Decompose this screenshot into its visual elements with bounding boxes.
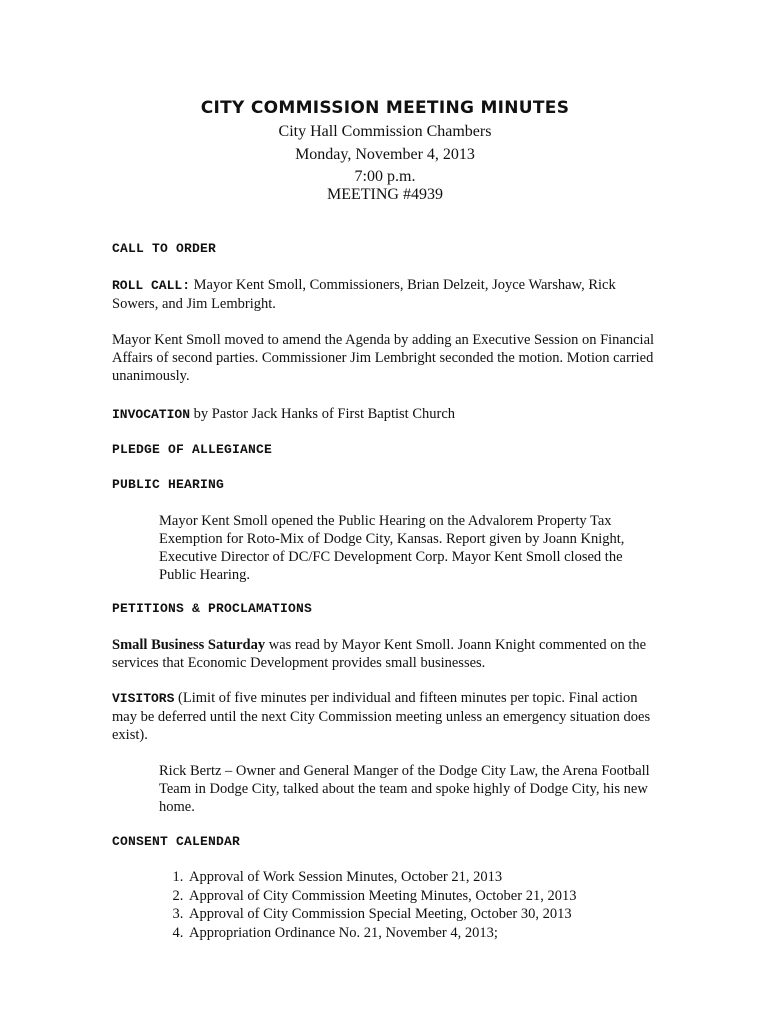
meeting-date: Monday, November 4, 2013 (295, 146, 475, 163)
small-business-saturday-lead: Small Business Saturday (112, 637, 266, 653)
petitions-heading: PETITIONS & PROCLAMATIONS (112, 601, 313, 616)
invocation-text: by Pastor Jack Hanks of First Baptist Church (190, 406, 456, 422)
pledge-heading: PLEDGE OF ALLEGIANCE (112, 442, 273, 457)
call-to-order-heading: CALL TO ORDER (112, 241, 217, 256)
consent-item: 3. Approval of City Commission Special Meeting, October 30, 2013 (187, 905, 667, 924)
public-hearing-text: Mayor Kent Smoll opened the Public Hearing on the Advalorem Property Tax Exemption for Roto-Mix of Dodge City, Kansas. Report given by Joann Knight, Executive Director of DC/FC Development Corp. Mayor Kent Smoll closed the Public Hearing. (159, 513, 625, 583)
visitor-entry: Rick Bertz – Owner and General Manger of the Dodge City Law, the Arena Football Team in Dodge City, talked about the team and spoke highly of Dodge City, his new home. (159, 763, 650, 815)
consent-item: 2. Approval of City Commission Meeting Minutes, October 21, 2013 (187, 887, 667, 906)
meeting-location: City Hall Commission Chambers (278, 123, 492, 140)
visitors-text: (Limit of five minutes per individual and fifteen minutes per topic. Final action may be deferred until the next City Commission meeting unless an emergency situation does exist). (112, 690, 651, 743)
invocation-paragraph (112, 405, 657, 424)
visitors-paragraph (112, 689, 657, 744)
roll-call-paragraph (112, 276, 657, 313)
document-title: CITY COMMISSION MEETING MINUTES (200, 98, 570, 118)
consent-calendar-heading: CONSENT CALENDAR (112, 834, 241, 849)
roll-call-heading: ROLL CALL: (112, 278, 191, 293)
public-hearing-heading: PUBLIC HEARING (112, 477, 225, 492)
meeting-time: 7:00 p.m. (354, 168, 416, 185)
petitions-paragraph (112, 636, 657, 672)
meeting-number: MEETING #4939 (327, 186, 443, 203)
petitions-text: was read by Mayor Kent Smoll. Joann Knight commented on the services that Economic Development provides small businesses. (112, 637, 647, 671)
visitors-heading: VISITORS (112, 691, 175, 706)
invocation-heading: INVOCATION (112, 407, 191, 422)
amend-agenda-paragraph: Mayor Kent Smoll moved to amend the Agenda by adding an Executive Session on Financial Affairs of second parties. Commissioner Jim Lembright seconded the motion. Motion carried unanimously. (112, 332, 655, 384)
roll-call-text: Mayor Kent Smoll, Commissioners, Brian Delzeit, Joyce Warshaw, Rick Sowers, and Jim Lembright. (112, 277, 616, 312)
consent-item: 1. Approval of Work Session Minutes, October 21, 2013 (187, 868, 667, 887)
consent-item: 4. Appropriation Ordinance No. 21, November 4, 2013; (187, 924, 667, 943)
consent-calendar-list (159, 868, 667, 942)
